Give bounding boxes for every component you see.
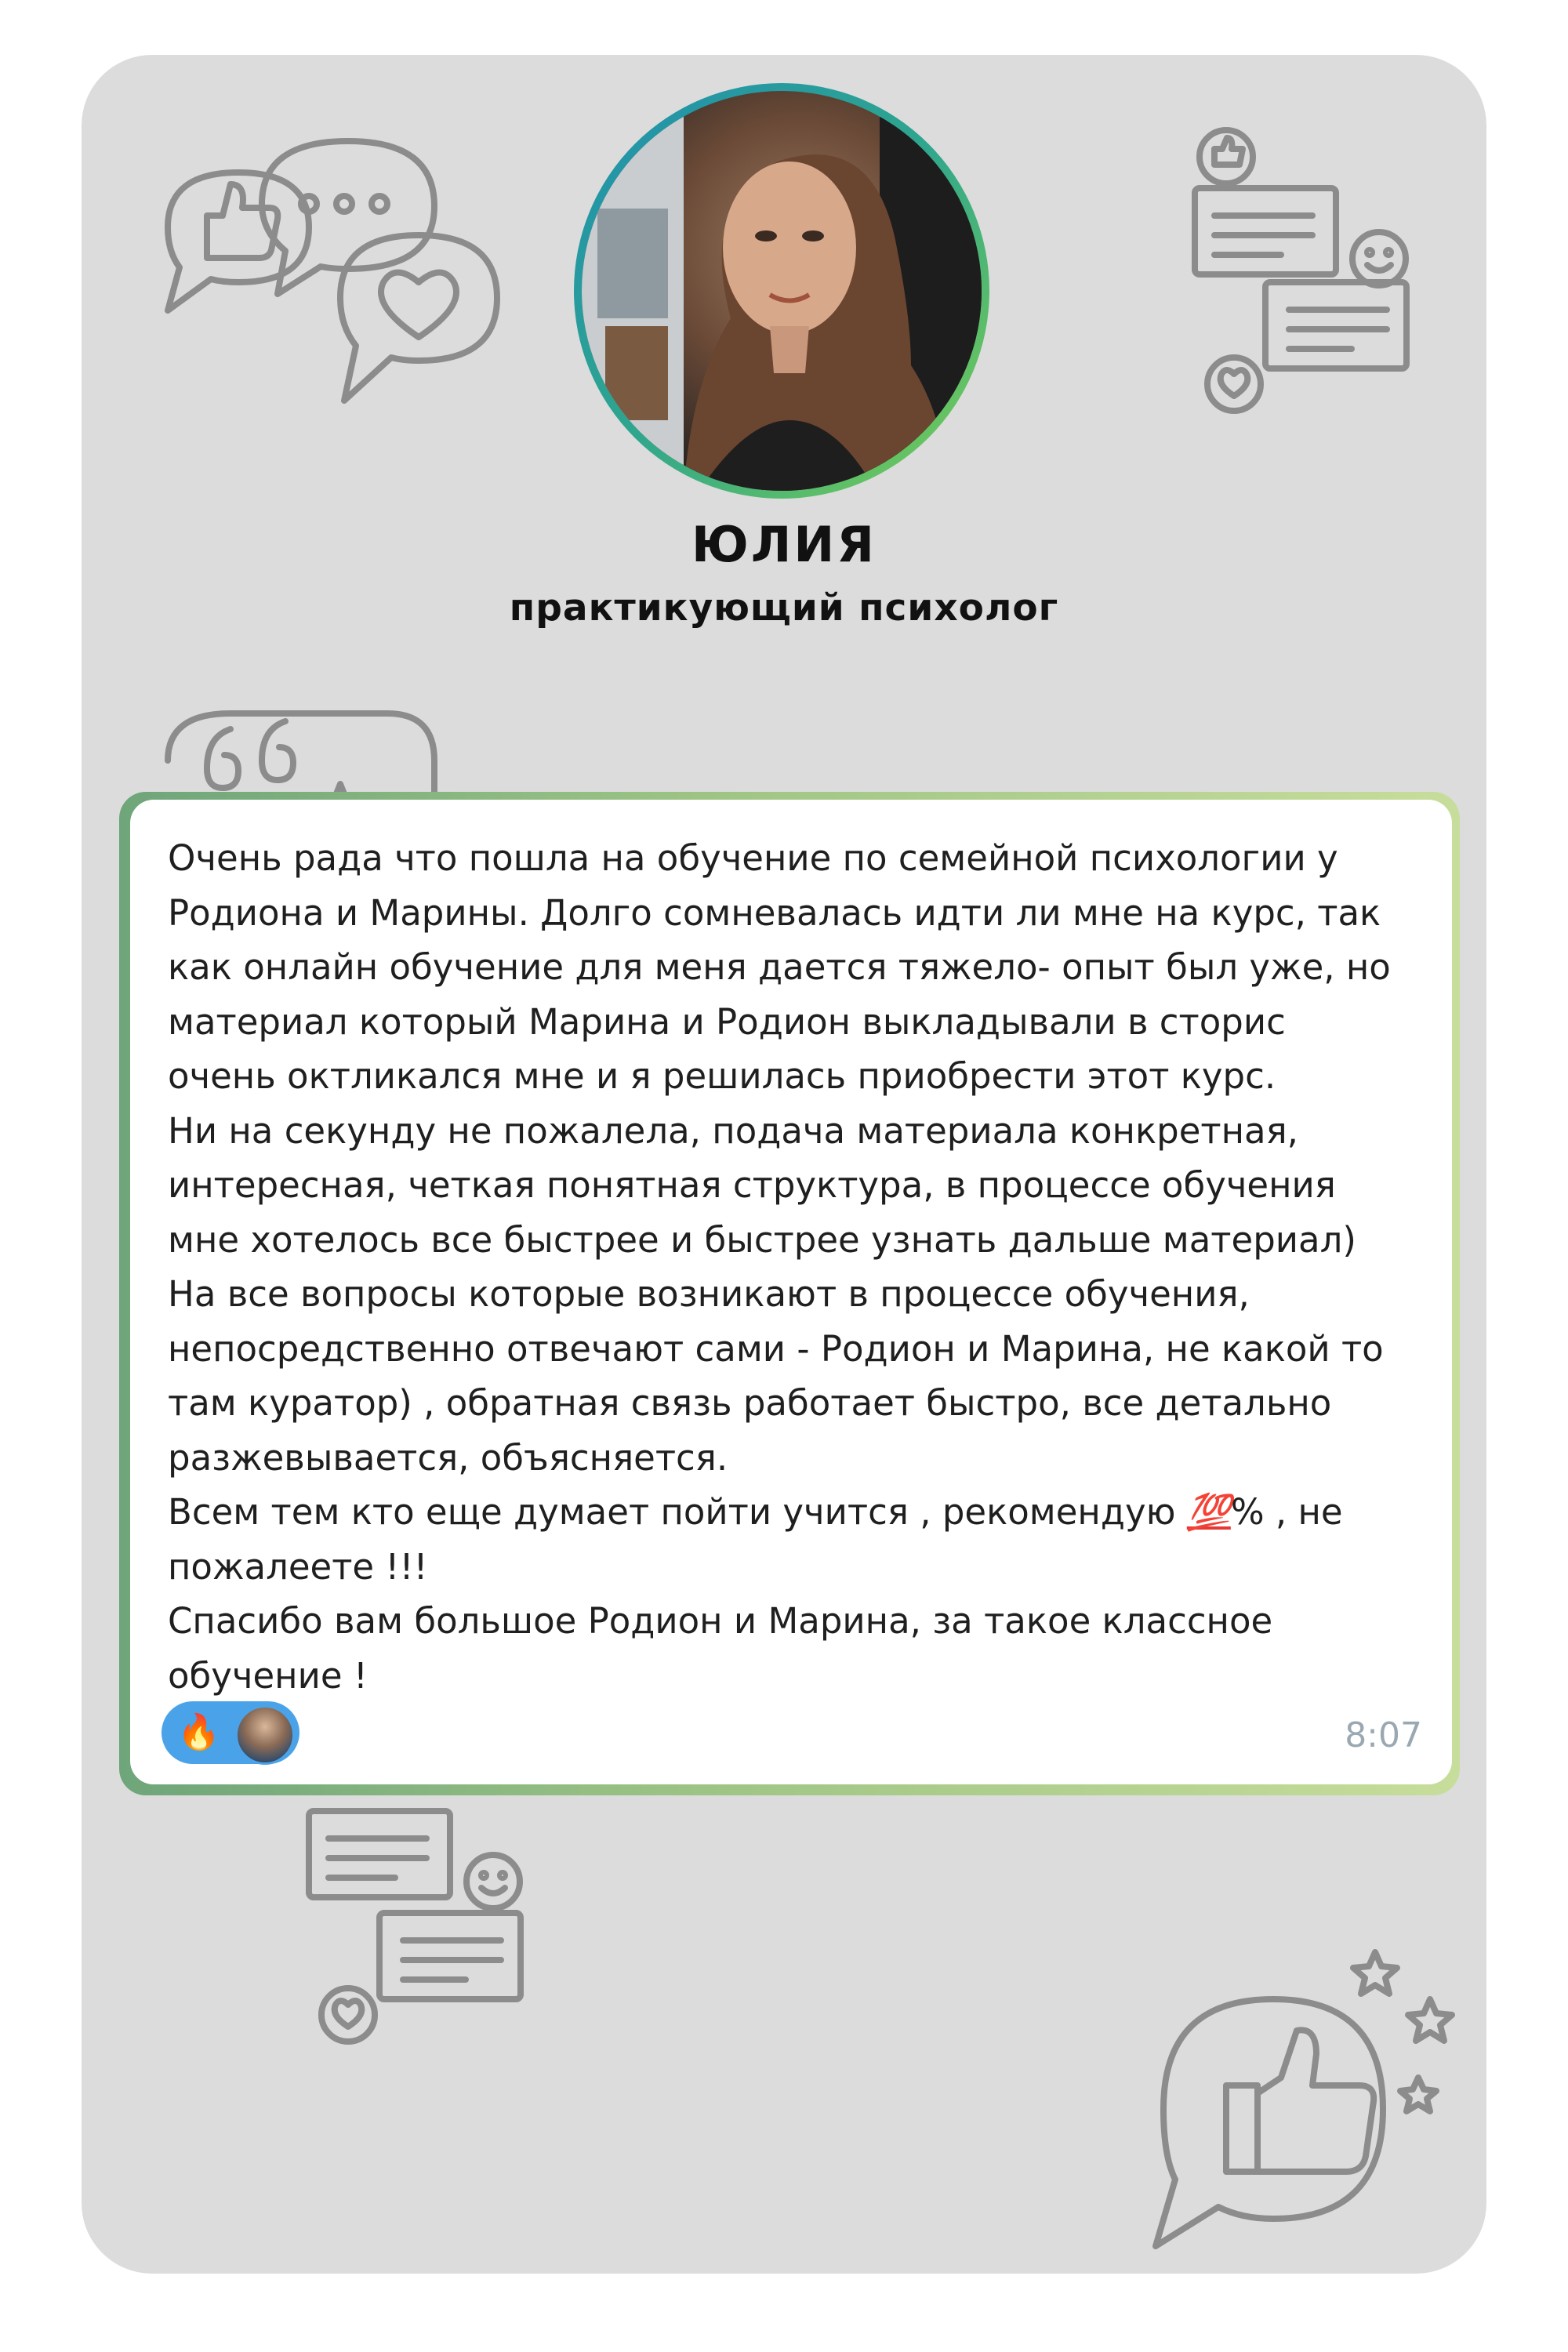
message-line: материал который Марина и Родион выкладывали в сторис: [168, 1000, 1286, 1043]
message-line-recommend: [168, 1485, 1422, 1540]
message-line: разжевывается, объясняется.: [168, 1436, 728, 1479]
fire-emoji-icon: 🔥: [177, 1712, 220, 1752]
profile-avatar: [582, 91, 982, 491]
message-line: непосредственно отвечают сами - Родион и Марина, не какой то: [168, 1327, 1384, 1370]
message-line: Ни на секунду не пожалела, подача материала конкретная,: [168, 1109, 1298, 1152]
message-line: пожалеете !!!: [168, 1545, 428, 1588]
chat-bubbles-thumb-heart-doodle-icon: [113, 102, 521, 447]
reaction-pill[interactable]: [162, 1701, 299, 1764]
message-bubble-frame: [119, 792, 1460, 1795]
chat-feedback-doodle-icon-lower: [293, 1764, 544, 2062]
message-line: интересная, четкая понятная структура, в процессе обучения: [168, 1164, 1336, 1206]
message-line: Спасибо вам большое Родион и Марина, за такое классное: [168, 1600, 1273, 1642]
message-line: очень октликался мне и я решилась приобрести этот курс.: [168, 1055, 1276, 1097]
message-text-segment: Всем тем кто еще думает пойти учится , рекомендую: [168, 1491, 1187, 1533]
message-line: мне хотелось все быстрее и быстрее узнать дальше материал): [168, 1218, 1356, 1261]
message-bubble: [130, 800, 1452, 1784]
testimonial-card: [82, 55, 1486, 2274]
profile-avatar-ring: [574, 83, 989, 499]
chat-feedback-doodle-icon: [1179, 125, 1430, 408]
message-line: Очень рада что пошла на обучение по семейной психологии у: [168, 837, 1338, 879]
message-line: На все вопросы которые возникают в процессе обучения,: [168, 1273, 1250, 1315]
message-line: как онлайн обучение для меня дается тяжело- опыт был уже, но: [168, 946, 1391, 988]
message-line: обучение !: [168, 1654, 368, 1697]
message-text-segment: % , не: [1230, 1491, 1343, 1533]
reviewer-name: ЮЛИЯ: [691, 516, 877, 573]
message-line: там куратор) , обратная связь работает быстро, все детально: [168, 1382, 1332, 1424]
message-text: [168, 831, 1422, 1703]
reactor-avatar: [235, 1705, 295, 1765]
thumbs-up-stars-doodle-icon: [1148, 1936, 1461, 2266]
message-timestamp: 8:07: [1345, 1715, 1422, 1755]
message-line: Родиона и Марины. Долго сомневалась идти ли мне на курс, так: [168, 891, 1381, 934]
reviewer-role: практикующий психолог: [509, 586, 1059, 630]
hundred-points-emoji-icon: 💯: [1186, 1491, 1231, 1533]
